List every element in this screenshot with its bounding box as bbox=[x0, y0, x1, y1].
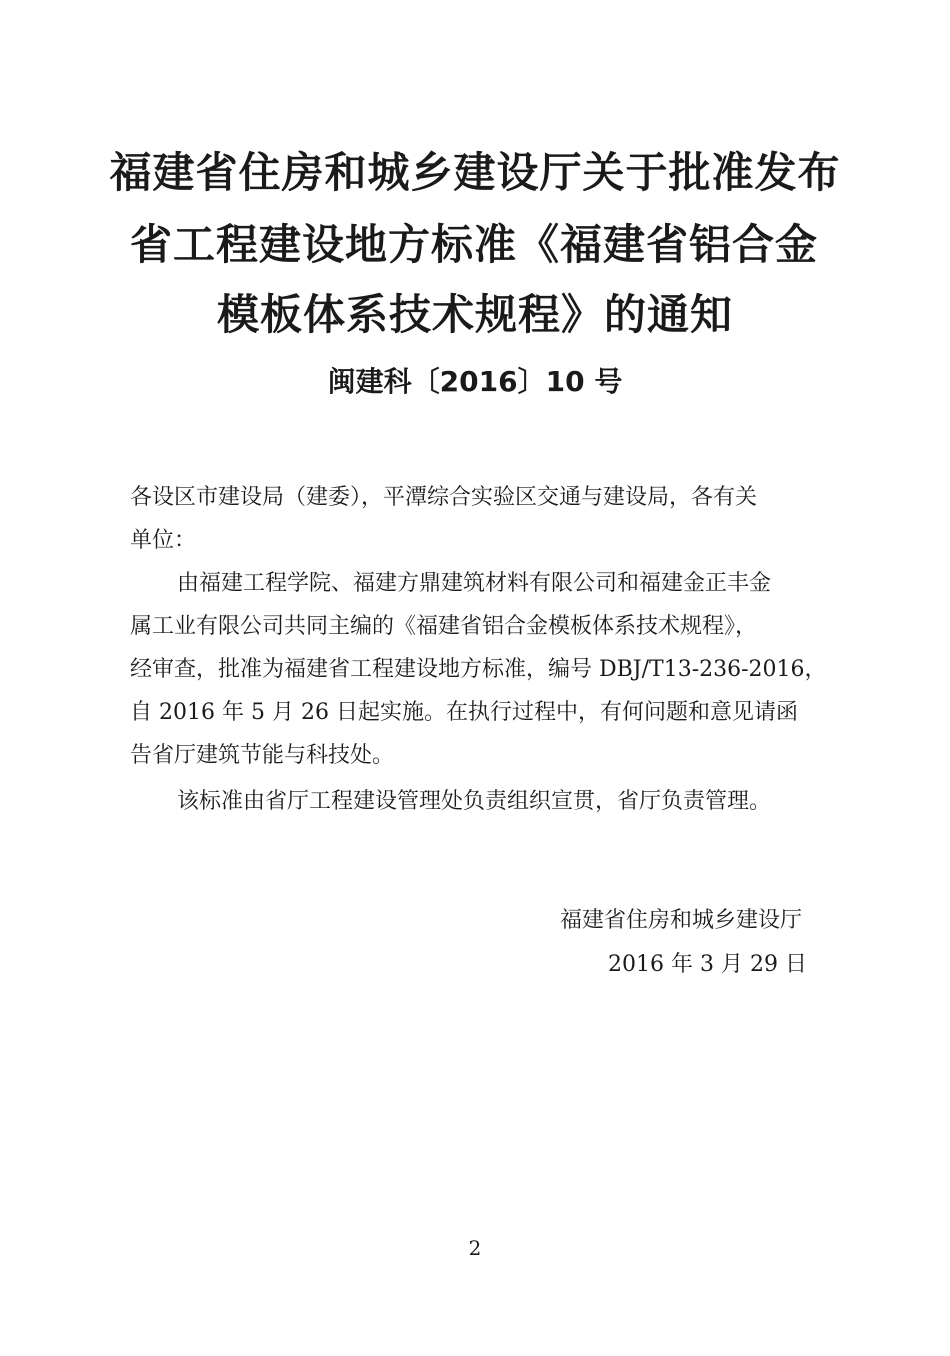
paragraph-1-line-3: 经审查，批准为福建省工程建设地方标准，编号 DBJ/T13-236-2016， bbox=[130, 657, 827, 682]
paragraph-1-line-2: 属工业有限公司共同主编的《福建省铝合金模板体系技术规程》， bbox=[130, 614, 758, 639]
title-line-3: 模板体系技术规程》的通知 bbox=[216, 290, 733, 339]
paragraph-1-line-4: 自 2016 年 5 月 26 日起实施。在执行过程中，有何问题和意见请函 bbox=[130, 700, 798, 725]
paragraph-1-line-5: 告省厅建筑节能与科技处。 bbox=[130, 743, 395, 768]
paragraph-1-line-1: 由福建工程学院、福建方鼎建筑材料有限公司和福建金正丰金 bbox=[177, 571, 772, 596]
document-number: 闽建科〔2016〕10 号 bbox=[327, 365, 623, 398]
addressee-line-1: 各设区市建设局（建委），平潭综合实验区交通与建设局，各有关 bbox=[130, 485, 758, 510]
signature-date: 2016 年 3 月 29 日 bbox=[608, 952, 807, 977]
body-paragraph-2 bbox=[130, 780, 830, 823]
page-number: 2 bbox=[468, 1236, 482, 1260]
addressee bbox=[130, 476, 830, 562]
paragraph-2-line-1: 该标准由省厅工程建设管理处负责组织宣贯，省厅负责管理。 bbox=[177, 789, 772, 814]
title-line-1: 福建省住房和城乡建设厅关于批准发布 bbox=[109, 148, 841, 197]
signature-organization: 福建省住房和城乡建设厅 bbox=[560, 908, 803, 933]
addressee-line-2: 单位： bbox=[130, 528, 197, 553]
body-paragraph-1 bbox=[130, 562, 830, 777]
title-line-2: 省工程建设地方标准《福建省铝合金 bbox=[130, 220, 819, 269]
